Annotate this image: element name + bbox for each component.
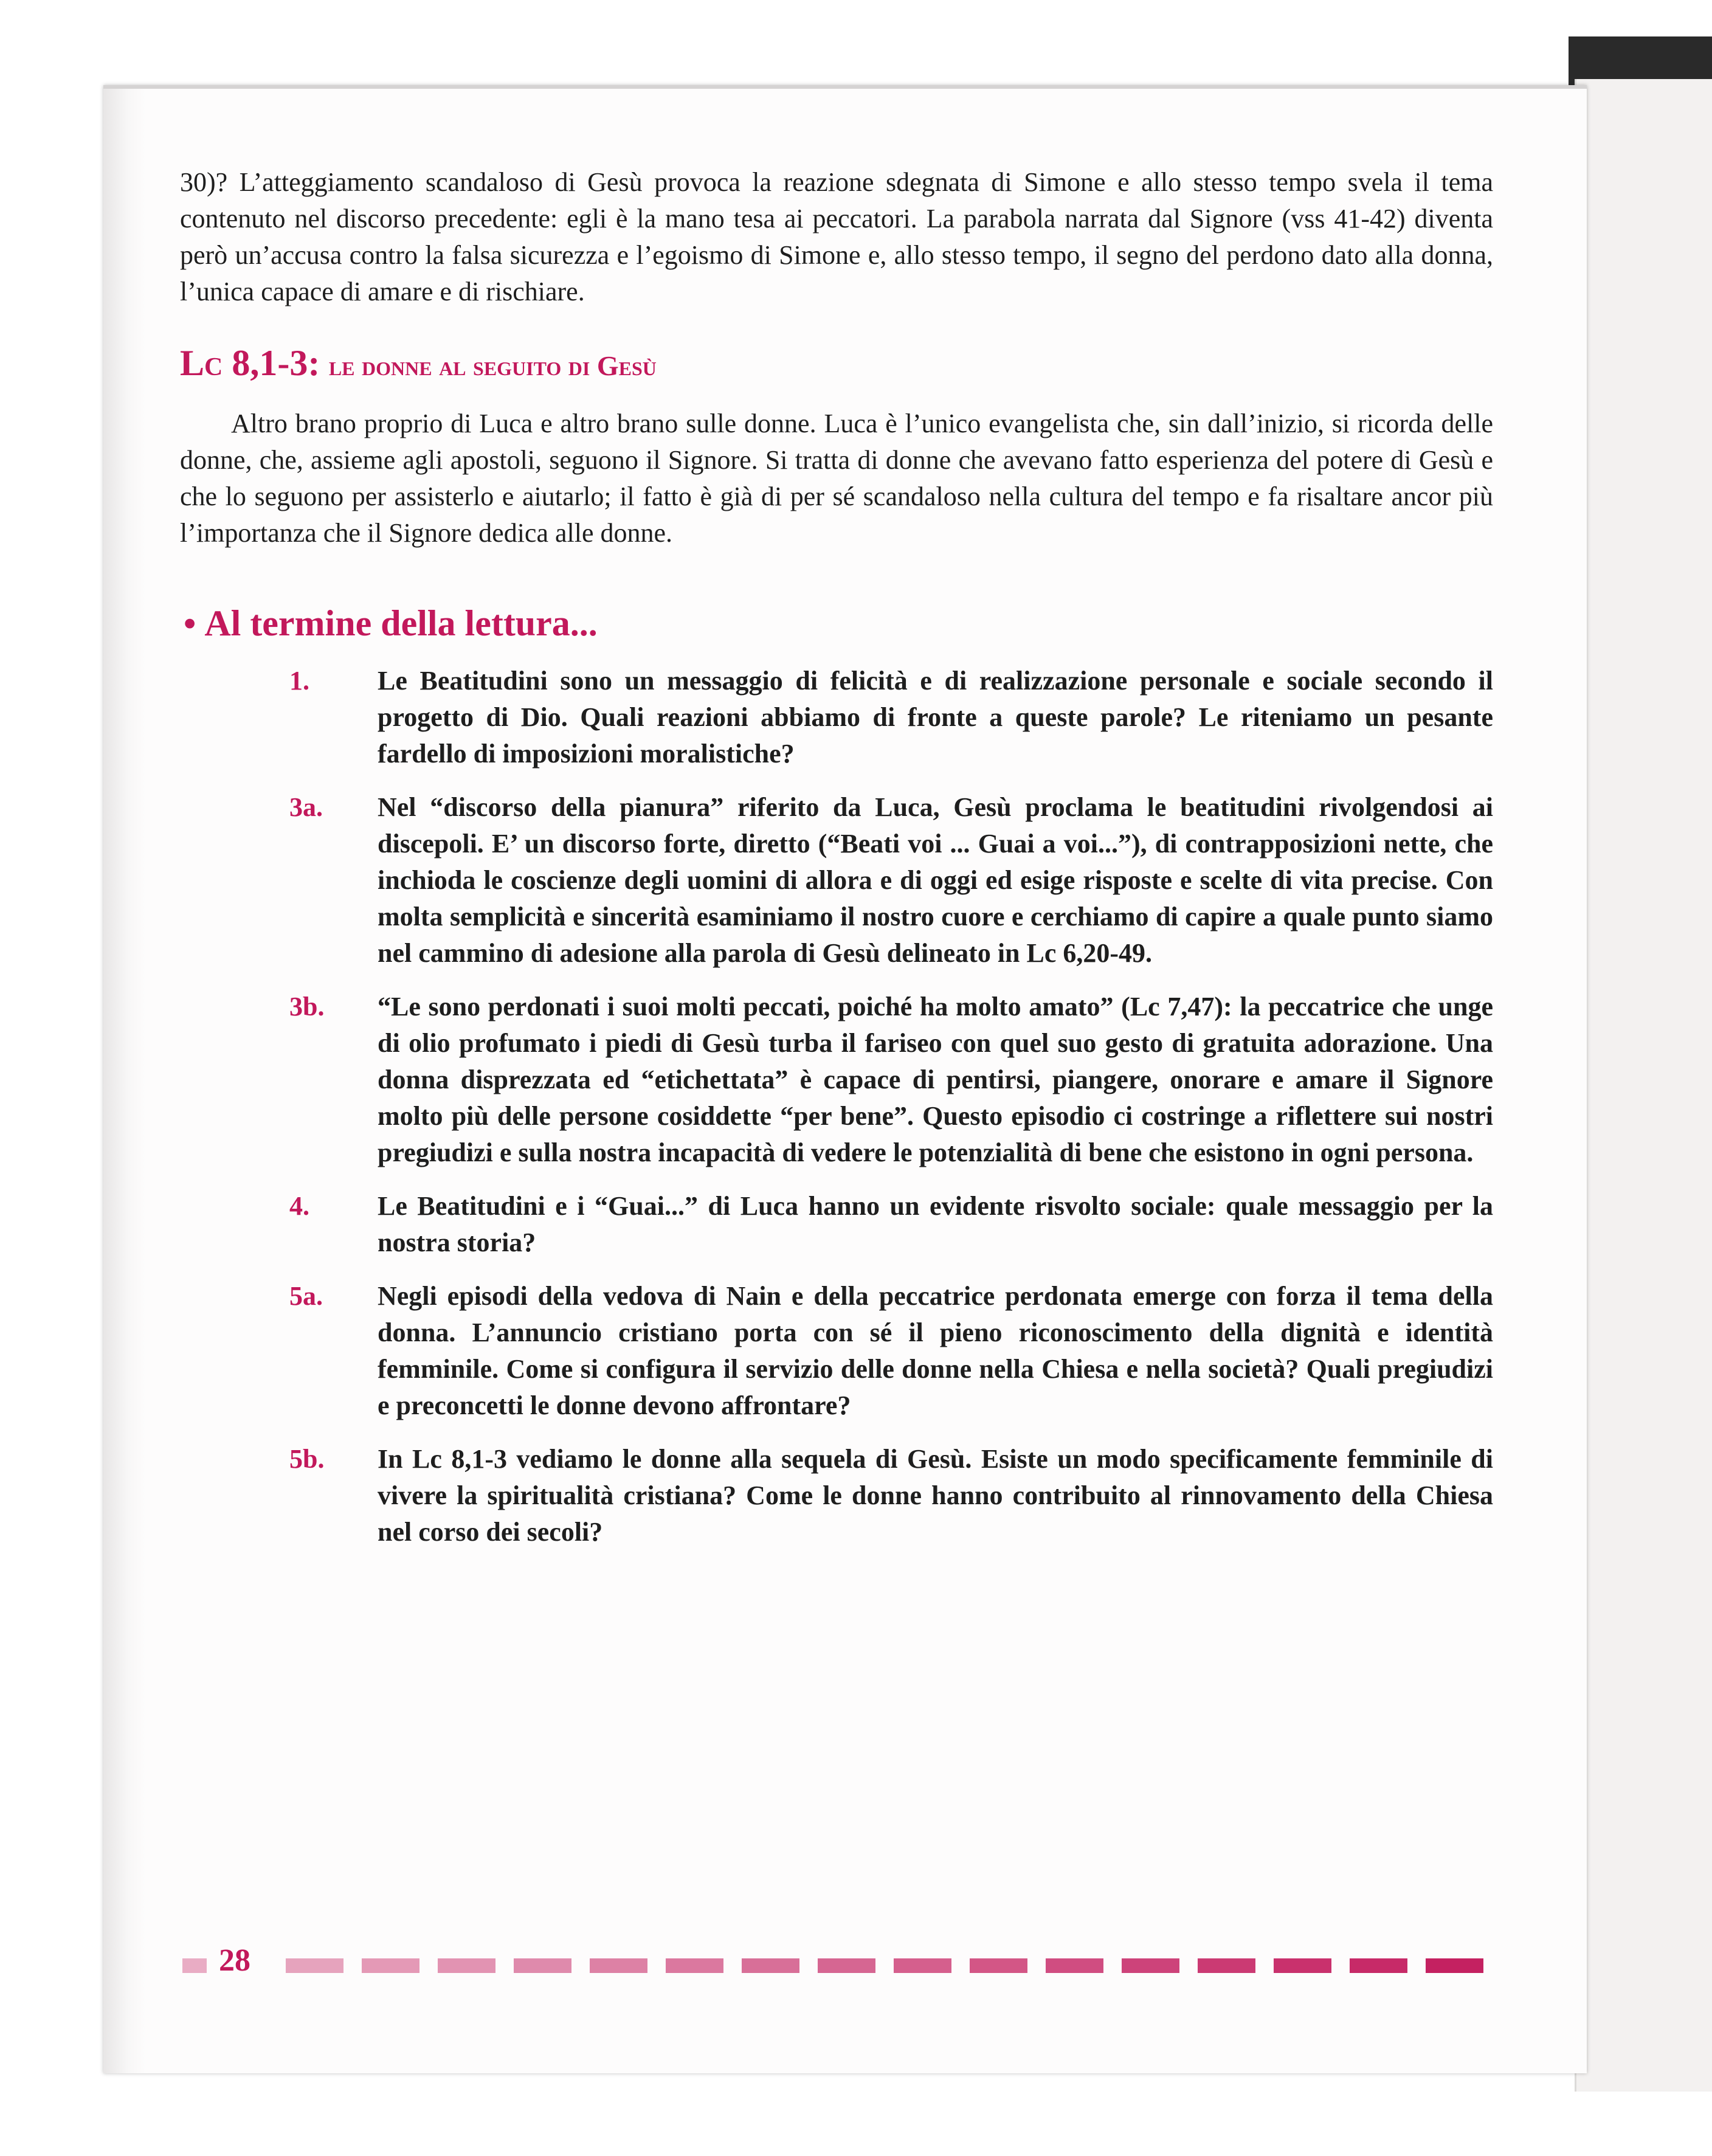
page-binding-edge: [103, 85, 146, 2073]
question-item: [180, 1188, 1493, 1261]
question-item: [180, 1441, 1493, 1550]
footer-decoration-segment: [1274, 1958, 1331, 1973]
footer-decoration-segment: [666, 1958, 723, 1973]
question-text: Le Beatitudini e i “Guai...” di Luca hanno un evidente risvolto sociale: quale messaggio per la nostra storia?: [378, 1191, 1493, 1257]
footer-decoration-segment: [742, 1958, 799, 1973]
bullet-dot-icon: •: [184, 604, 196, 643]
footer-decoration-segment: [1122, 1958, 1179, 1973]
question-item: [180, 663, 1493, 772]
question-number: 1.: [289, 666, 309, 696]
footer-decoration-segment: [1426, 1958, 1483, 1973]
footer-decoration-segment: [362, 1958, 419, 1973]
footer-decoration-segment: [1198, 1958, 1255, 1973]
question-number: 4.: [289, 1191, 309, 1221]
section-body: Altro brano proprio di Luca e altro brano sulle donne. Luca è l’unico evangelista che, sin dall’inizio, si ricorda delle donne, che, assieme agli apostoli, seguono il Signore. Si tratta di donne che avevano fatto esperienza del potere di Gesù e che lo seguono per assisterlo e aiutarlo; il fatto è già di per sé scandaloso nella cultura del tempo e fa risaltare ancor più l’importanza che il Signore dedica alle donne.: [180, 409, 1493, 548]
footer-decoration-segment: [1046, 1958, 1103, 1973]
section-heading: [180, 342, 1493, 387]
question-item: [180, 989, 1493, 1171]
page-top-edge: [103, 85, 1587, 89]
page-number: 28: [219, 1943, 250, 1978]
question-text: Le Beatitudini sono un messaggio di felicità e di realizzazione personale e sociale secondo il progetto di Dio. Quali reazioni abbiamo di fronte a queste parole? Le riteniamo un pesante fardello di imposizioni moralistiche?: [378, 666, 1493, 769]
footer-decoration-segment: [894, 1958, 951, 1973]
questions-heading: [180, 601, 1493, 646]
footer-decoration-segment: [970, 1958, 1027, 1973]
section-ref: Lc 8,1-3:: [180, 343, 320, 383]
footer-decoration-segment: [1350, 1958, 1407, 1973]
footer-decoration-segment: [514, 1958, 571, 1973]
question-item: [180, 789, 1493, 972]
question-number: 3a.: [289, 792, 323, 822]
question-number: 5b.: [289, 1444, 325, 1474]
footer-decoration-segment: [438, 1958, 495, 1973]
footer-decoration-segment: [818, 1958, 875, 1973]
question-number: 5a.: [289, 1281, 323, 1311]
question-text: Nel “discorso della pianura” riferito da Luca, Gesù proclama le beatitudini rivolgendosi ai discepoli. E’ un discorso forte, diretto (“Beati voi ... Guai a voi...”), di contrapposizioni nette, che inchioda le coscienze degli uomini di allora e di oggi ed esige risposte e scelte di vita precise. Con molta semplicità e sincerità esaminiamo il nostro cuore e cerchiamo di capire a quale punto siamo nel cammino di adesione alla parola di Gesù delineato in Lc 6,20-49.: [378, 792, 1493, 968]
footer-decoration-segment: [182, 1958, 207, 1973]
section-title: le donne al seguito di Gesù: [328, 350, 657, 381]
page-content: [180, 164, 1493, 1567]
facing-page-edge: [1575, 79, 1712, 2092]
questions-heading-text: Al termine della lettura...: [204, 603, 598, 643]
questions-list: [180, 663, 1493, 1550]
footer-decoration-segment: [286, 1958, 343, 1973]
question-text: In Lc 8,1-3 vediamo le donne alla sequela di Gesù. Esiste un modo specificamente femminile di vivere la spiritualità cristiana? Come le donne hanno contribuito al rinnovamento della Chiesa nel corso dei secoli?: [378, 1444, 1493, 1547]
question-item: [180, 1278, 1493, 1424]
question-text: “Le sono perdonati i suoi molti peccati, poiché ha molto amato” (Lc 7,47): la peccatrice che unge di olio profumato i piedi di Gesù turba il fariseo con quel suo gesto di gratuita adorazione. Una donna disprezzata ed “etichettata” è capace di pentirsi, piangere, onorare e amare il Signore molto più delle persone cosiddette “per bene”. Questo episodio ci costringe a riflettere sui nostri pregiudizi e sulla nostra incapacità di vedere le potenzialità di bene che esistono in ogni persona.: [378, 992, 1493, 1167]
question-number: 3b.: [289, 992, 325, 1021]
footer-decoration-segment: [590, 1958, 647, 1973]
page-footer: [182, 1943, 1496, 1979]
intro-paragraph: 30)? L’atteggiamento scandaloso di Gesù provoca la reazione sdegnata di Simone e allo stesso tempo svela il tema contenuto nel discorso precedente: egli è la mano tesa ai peccatori. La parabola narrata dal Signore (vss 41-42) diventa però un’accusa contro la falsa sicurezza e l’egoismo di Simone e, allo stesso tempo, il segno del perdono dato alla donna, l’unica capace di amare e di rischiare.: [180, 167, 1493, 306]
question-text: Negli episodi della vedova di Nain e della peccatrice perdonata emerge con forza il tema della donna. L’annuncio cristiano porta con sé il pieno riconoscimento della dignità e identità femminile. Come si configura il servizio delle donne nella Chiesa e nella società? Quali pregiudizi e preconcetti le donne devono affrontare?: [378, 1281, 1493, 1420]
